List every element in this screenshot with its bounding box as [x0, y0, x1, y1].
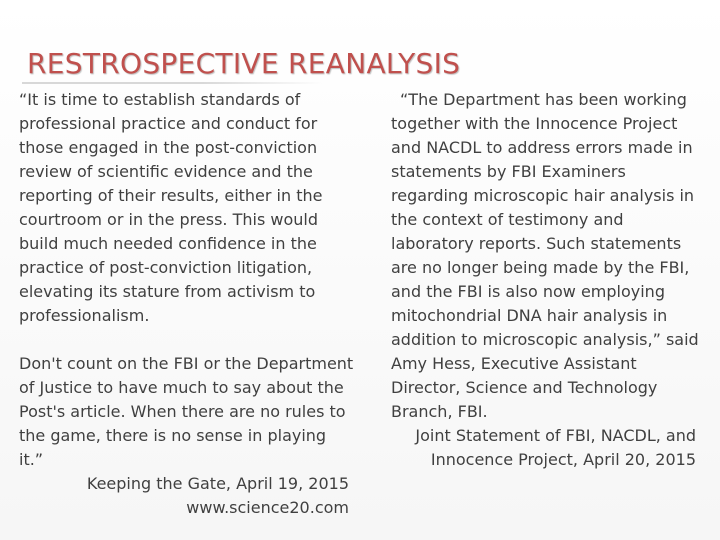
left-quote-paragraph-1: “It is time to establish standards of professional practice and conduct for those engaged in the post-conviction review of scientific evidence and the reporting of their results, either in the courtroom or in the press. This would build much needed confidence in the practice of post-conviction litigation, elevating its stature from activism to professionalism. [19, 90, 323, 325]
slide-title: RESTROSPECTIVE REANALYSIS [27, 47, 461, 80]
left-attribution-line-1: Keeping the Gate, April 19, 2015 [86, 474, 349, 493]
left-quote-column [19, 88, 354, 520]
right-quote-column [391, 88, 703, 472]
right-quote-paragraph: “The Department has been working together with the Innocence Project and NACDL to address errors made in statements by FBI Examiners regarding microscopic hair analysis in the context of testimony and laboratory reports. Such statements are no longer being made by the FBI, and the FBI is also now employing mitochondrial DNA hair analysis in addition to microscopic analysis,” said Amy Hess, Executive Assistant Director, Science and Technology Branch, FBI. [391, 90, 699, 421]
left-attribution-line-2: www.science20.com [186, 498, 349, 517]
paragraph-spacer [19, 328, 354, 352]
title-underline [22, 82, 322, 84]
left-quote-paragraph-2: Don't count on the FBI or the Department of Justice to have much to say about the Post's article. When there are no rules to the game, there is no sense in playing it.” [19, 354, 354, 469]
right-attribution-line-2: Innocence Project, April 20, 2015 [430, 450, 696, 469]
right-attribution-line-1: Joint Statement of FBI, NACDL, and [415, 426, 696, 445]
